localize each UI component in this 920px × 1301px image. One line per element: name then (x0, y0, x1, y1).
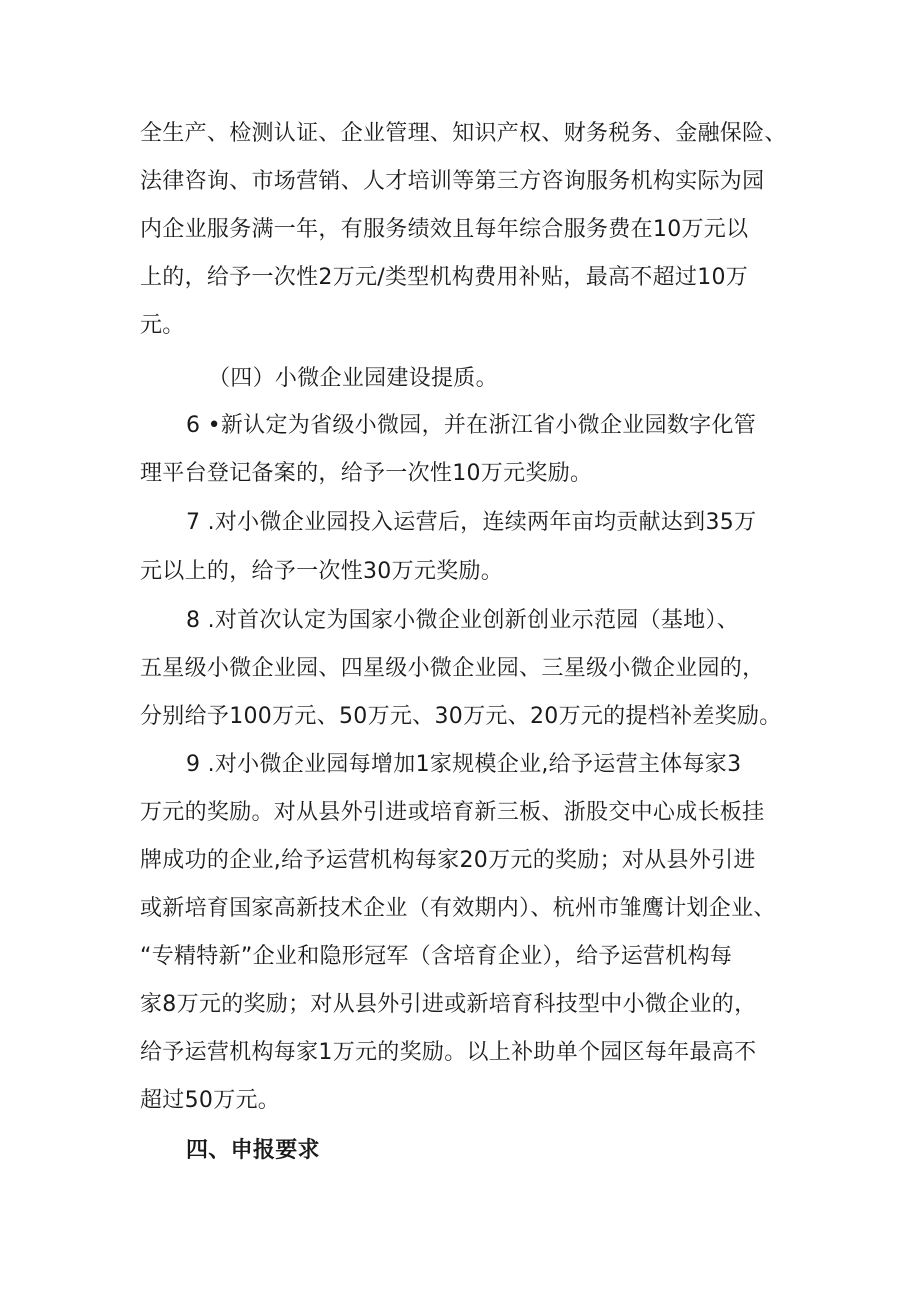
section-subheading: （四）小微企业园建设提质。 (208, 366, 498, 391)
body-text-line: 分别给予100万元、50万元、30万元、20万元的提档补差奖励。 (140, 704, 782, 729)
body-text-line: 理平台登记备案的，给予一次性10万元奖励。 (140, 461, 593, 486)
body-text-line: 牌成功的企业,给予运营机构每家20万元的奖励；对从县外引进 (140, 848, 756, 873)
section-heading: 四、申报要求 (186, 1138, 320, 1163)
body-text-line: 全生产、检测认证、企业管理、知识产权、财务税务、金融保险、 (140, 121, 787, 146)
body-text-line: 给予运营机构每家1万元的奖励。以上补助单个园区每年最高不 (140, 1040, 757, 1065)
body-text-line: 内企业服务满一年，有服务绩效且每年综合服务费在10万元以 (140, 217, 749, 242)
item-6-line: 6 •新认定为省级小微园，并在浙江省小微企业园数字化管 (186, 413, 757, 438)
item-7-line: 7 .对小微企业园投入运营后，连续两年亩均贡献达到35万 (186, 510, 757, 535)
body-text-line: 上的，给予一次性2万元/类型机构费用补贴，最高不超过10万 (140, 265, 749, 290)
item-8-line: 8 .对首次认定为国家小微企业创新创业示范园（基地）、 (186, 608, 740, 633)
body-text-line: 万元的奖励。对从县外引进或培育新三板、浙股交中心成长板挂 (140, 800, 765, 825)
body-text-line: 元。 (140, 313, 185, 338)
item-9-line: 9 .对小微企业园每增加1家规模企业,给予运营主体每家3 (186, 752, 742, 777)
body-text-line: 超过50万元。 (140, 1088, 281, 1113)
body-text-line: 五星级小微企业园、四星级小微企业园、三星级小微企业园的， (140, 656, 765, 681)
body-text-line: 元以上的，给予一次性30万元奖励。 (140, 559, 504, 584)
body-text-line: 或新培育国家高新技术企业（有效期内）、杭州市雏鹰计划企业、 (140, 896, 776, 921)
body-text-line: 法律咨询、市场营销、人才培训等第三方咨询服务机构实际为园 (140, 169, 765, 194)
body-text-line: “专精特新”企业和隐形冠军（含培育企业），给予运营机构每 (140, 944, 733, 969)
body-text-line: 家8万元的奖励；对从县外引进或新培育科技型中小微企业的， (140, 992, 757, 1017)
